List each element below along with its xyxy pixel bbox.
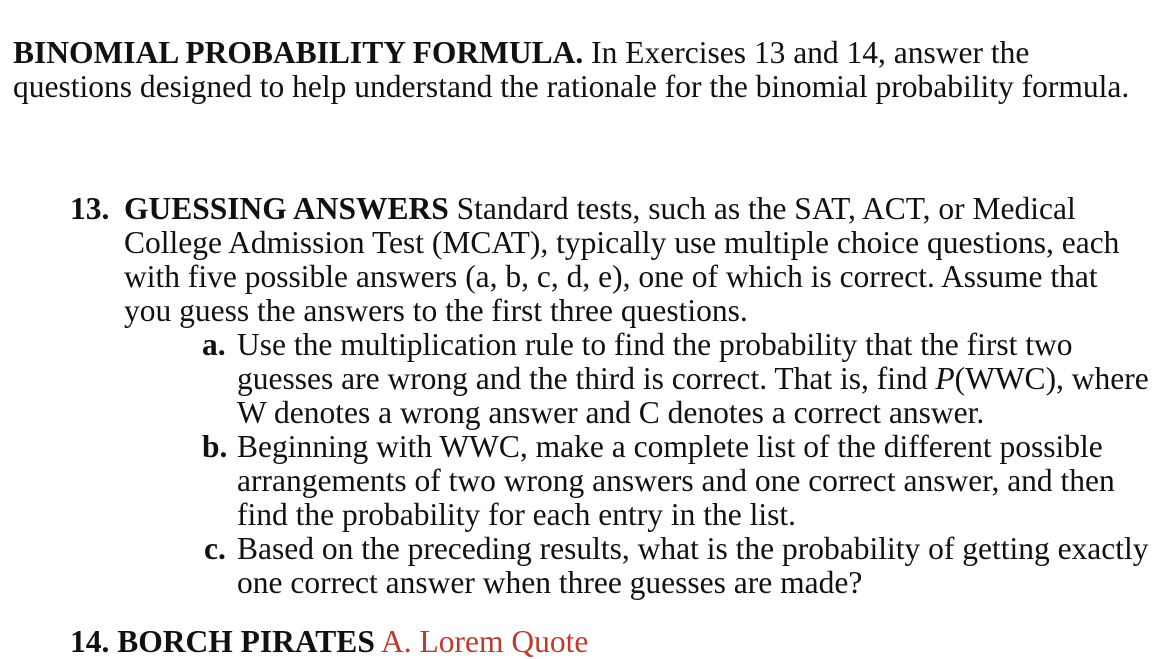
exercise-13-stem bbox=[70, 192, 1150, 328]
part-c bbox=[70, 532, 1150, 600]
part-b bbox=[70, 430, 1150, 532]
intro-paragraph bbox=[13, 36, 1143, 104]
part-c-text: Based on the preceding results, what is the probability of getting exactly one correct answer when three guesses are made? bbox=[237, 531, 1149, 600]
part-a-text-before: Use the multiplication rule to find the probability that the first two guesses are wrong and the third is correct. That is, find bbox=[237, 327, 1073, 396]
intro-text: In Exercises 13 and 14, answer the questions designed to help understand the rationale for the binomial probability formula. bbox=[13, 35, 1130, 104]
exercise-13 bbox=[70, 192, 1150, 600]
exercise-stem-text: Standard tests, such as the SAT, ACT, or Medical College Admission Test (MCAT), typically use multiple choice questions, each with five possible answers (a, b, c, d, e), one of which is correct. Assume that you guess the answers to the first three questions. bbox=[124, 191, 1120, 328]
exercise-14-red-text: A. Lorem Quote bbox=[380, 625, 589, 659]
part-a-text-after: (WWC), where W denotes a wrong answer and C denotes a correct answer. bbox=[237, 361, 1149, 430]
part-a bbox=[70, 328, 1150, 430]
exercise-number: 13. bbox=[70, 191, 110, 226]
part-a-italic-p: P bbox=[935, 361, 955, 396]
exercise-14-number: 14. bbox=[70, 625, 110, 659]
intro-heading: BINOMIAL PROBABILITY FORMULA. bbox=[13, 35, 584, 70]
part-letter: a. bbox=[202, 327, 226, 362]
exercise-title: GUESSING ANSWERS bbox=[124, 191, 449, 226]
part-b-text: Beginning with WWC, make a complete list of the different possible arrangements of two wrong answers and one correct answer, and then find the probability for each entry in the list. bbox=[237, 429, 1115, 532]
exercise-14-title: BORCH PIRATES bbox=[117, 625, 375, 659]
part-letter: c. bbox=[204, 531, 226, 566]
part-letter: b. bbox=[202, 429, 228, 464]
exercise-14-cutoff-line bbox=[70, 625, 1150, 659]
exercise-parts bbox=[70, 328, 1150, 600]
